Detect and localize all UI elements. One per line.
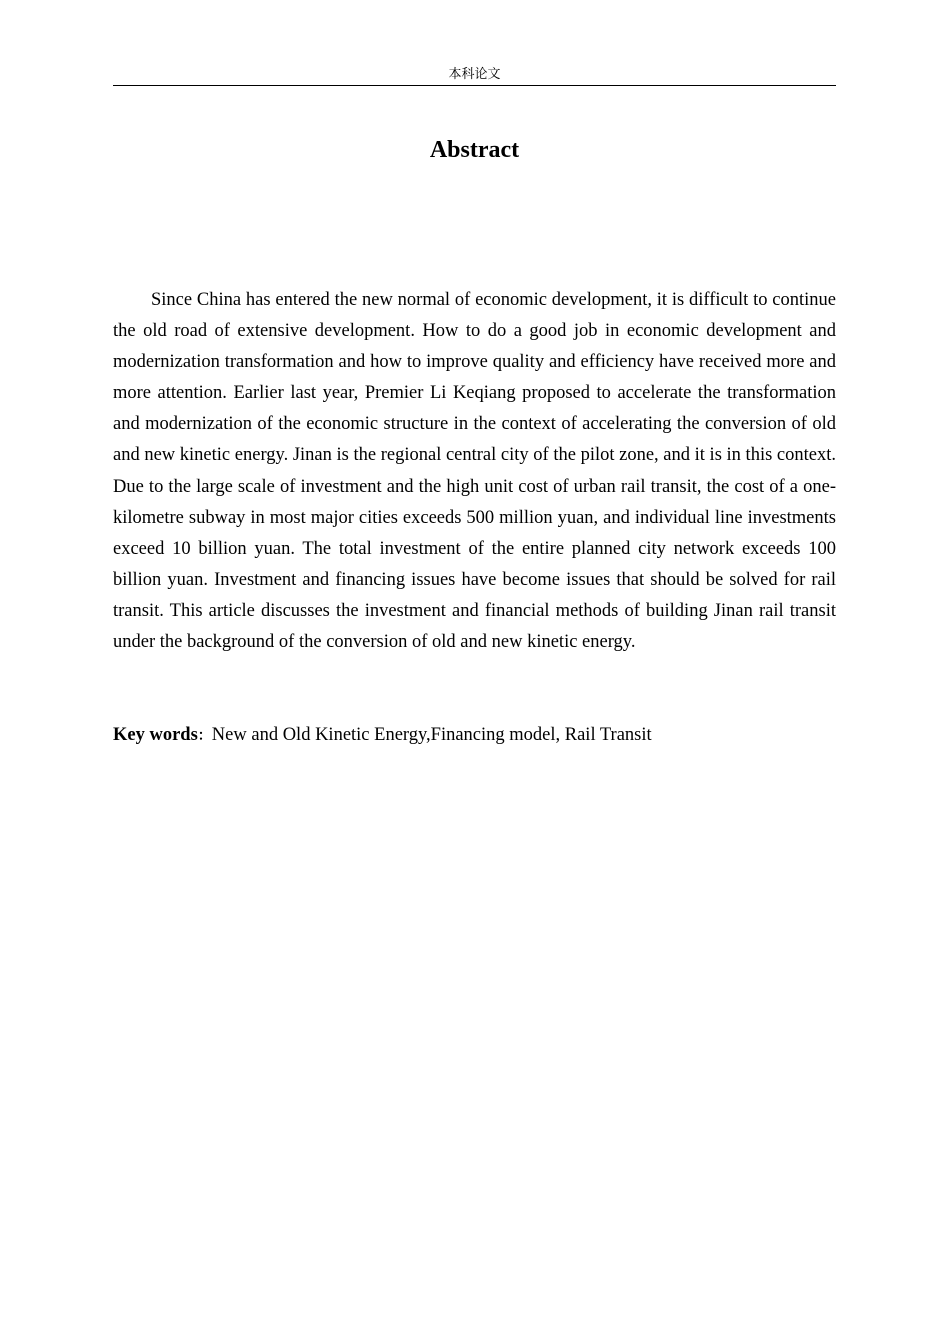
running-header: 本科论文 <box>448 67 501 82</box>
keywords-value: New and Old Kinetic Energy,Financing model, Rail Transit <box>211 725 652 745</box>
abstract-title: Abstract <box>429 137 520 163</box>
keywords-line <box>113 720 836 752</box>
abstract-paragraph: Since China has entered the new normal of economic development, it is difficult to continue the old road of extensive development. How to do a good job in economic development and modernization transformation and how to improve quality and efficiency have received more and more attention. Earlier last year, Premier Li Keqiang proposed to accelerate the transformation and modernization of the economic structure in the context of accelerating the conversion of old and new kinetic energy. Jinan is the regional central city of the pilot zone, and it is in this context. Due to the large scale of investment and the high unit cost of urban rail transit, the cost of a one-kilometre subway in most major cities exceeds 500 million yuan, and individual line investments exceed 10 billion yuan. The total investment of the entire planned city network exceeds 100 billion yuan. Investment and financing issues have become issues that should be solved for rail transit. This article discusses the investment and financial methods of building Jinan rail transit under the background of the conversion of old and new kinetic energy. <box>113 290 836 653</box>
keywords-separator: ： <box>197 728 212 744</box>
keywords-label: Key words <box>113 725 198 745</box>
header-divider <box>113 85 836 86</box>
